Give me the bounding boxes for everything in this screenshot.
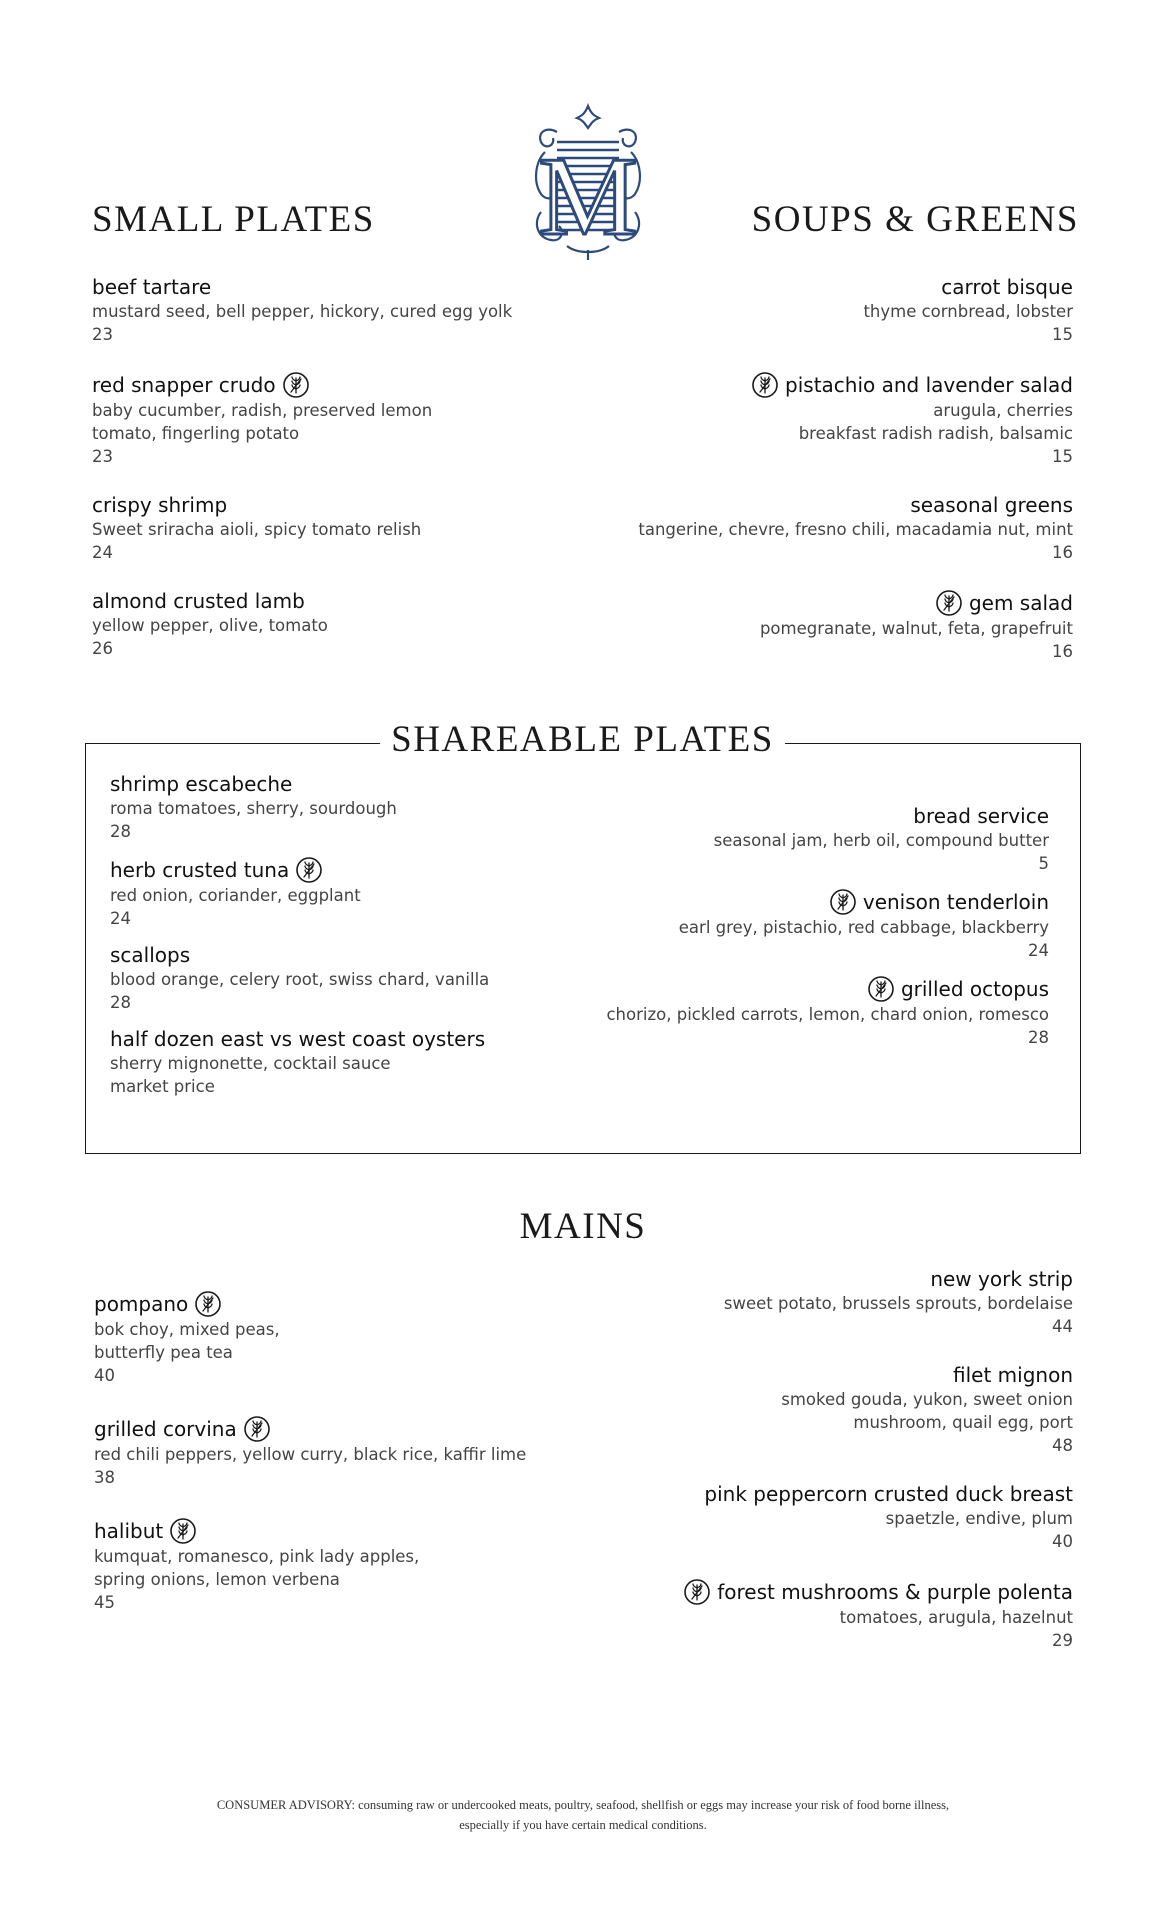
menu-item-name-row <box>92 493 562 518</box>
menu-item-name-row <box>579 975 1049 1003</box>
menu-item-price: 44 <box>1052 1317 1073 1336</box>
menu-item-name: new york strip <box>930 1267 1073 1291</box>
menu-item-name: scallops <box>110 943 191 967</box>
small-plates-list <box>92 275 562 685</box>
menu-item-name-row <box>603 275 1073 300</box>
menu-item <box>92 371 562 468</box>
menu-item-name-row <box>110 1027 550 1052</box>
menu-item-description: baby cucumber, radish, preserved lemon <box>92 401 433 420</box>
menu-item-price: 40 <box>94 1366 115 1385</box>
menu-item-name-row <box>579 888 1049 916</box>
menu-item-name: beef tartare <box>92 275 212 299</box>
menu-item-name: red snapper crudo <box>92 372 276 397</box>
menu-item-price: 28 <box>1028 1028 1049 1047</box>
mains-title: MAINS <box>519 1206 647 1247</box>
menu-item-name-row <box>603 589 1073 617</box>
menu-item <box>603 1363 1073 1457</box>
menu-item <box>110 1027 550 1098</box>
gluten-free-wheat-icon <box>282 371 310 399</box>
menu-item-name-row <box>110 772 550 797</box>
menu-item-price: 48 <box>1052 1436 1073 1455</box>
menu-item-description: roma tomatoes, sherry, sourdough <box>110 799 397 818</box>
menu-item-price: 24 <box>92 543 113 562</box>
menu-item-name-row <box>603 1363 1073 1388</box>
menu-item-description: arugula, cherries <box>933 401 1073 420</box>
advisory-line-2: especially if you have certain medical conditions. <box>459 1818 707 1832</box>
menu-item <box>579 975 1049 1049</box>
menu-item-name-row <box>94 1415 564 1443</box>
menu-item-description: kumquat, romanesco, pink lady apples, <box>94 1547 420 1566</box>
menu-item-price: 15 <box>1052 325 1073 344</box>
menu-item <box>92 493 562 564</box>
menu-item-price: 26 <box>92 639 113 658</box>
menu-item-name-row <box>94 1290 564 1318</box>
small-plates-title: SMALL PLATES <box>92 199 375 240</box>
menu-item-description: bok choy, mixed peas, <box>94 1320 280 1339</box>
menu-item-name: almond crusted lamb <box>92 589 305 613</box>
menu-item-price: 28 <box>110 822 131 841</box>
menu-item-name-row <box>603 1482 1073 1507</box>
menu-item-price: 15 <box>1052 447 1073 466</box>
menu-item <box>110 943 550 1014</box>
menu-item-name: forest mushrooms & purple polenta <box>717 1579 1073 1604</box>
menu-item <box>94 1517 564 1614</box>
menu-item-price: 23 <box>92 325 113 344</box>
menu-item-description: tomato, fingerling potato <box>92 424 300 443</box>
menu-item-description: Sweet sriracha aioli, spicy tomato relish <box>92 520 422 539</box>
menu-item-name: seasonal greens <box>910 493 1073 517</box>
menu-item <box>94 1290 564 1387</box>
menu-item-description: mushroom, quail egg, port <box>853 1413 1073 1432</box>
gluten-free-wheat-icon <box>829 888 857 916</box>
menu-item-name-row <box>110 856 550 884</box>
menu-item <box>579 888 1049 962</box>
gluten-free-wheat-icon <box>751 371 779 399</box>
menu-item-description: thyme cornbread, lobster <box>863 302 1073 321</box>
menu-item-description: sherry mignonette, cocktail sauce <box>110 1054 391 1073</box>
menu-item-description: sweet potato, brussels sprouts, bordelaise <box>723 1294 1073 1313</box>
menu-item-name: venison tenderloin <box>862 889 1049 914</box>
menu-item-price: 28 <box>110 993 131 1012</box>
menu-item-name-row <box>603 371 1073 399</box>
menu-item-description: seasonal jam, herb oil, compound butter <box>713 831 1049 850</box>
menu-item-description: tomatoes, arugula, hazelnut <box>839 1608 1073 1627</box>
menu-item-description: yellow pepper, olive, tomato <box>92 616 328 635</box>
menu-item-description: tangerine, chevre, fresno chili, macadamia nut, mint <box>638 520 1073 539</box>
menu-item-description: red chili peppers, yellow curry, black rice, kaffir lime <box>94 1445 527 1464</box>
menu-item-description: pomegranate, walnut, feta, grapefruit <box>759 619 1073 638</box>
menu-item-price: 38 <box>94 1468 115 1487</box>
menu-item-name-row <box>603 1267 1073 1292</box>
menu-item-description: mustard seed, bell pepper, hickory, cured egg yolk <box>92 302 513 321</box>
menu-item-name: bread service <box>913 804 1049 828</box>
menu-item <box>603 1267 1073 1338</box>
menu-item-name: crispy shrimp <box>92 493 228 517</box>
gluten-free-wheat-icon <box>867 975 895 1003</box>
menu-item-price: 24 <box>110 909 131 928</box>
menu-item-description: butterfly pea tea <box>94 1343 233 1362</box>
gluten-free-wheat-icon <box>683 1578 711 1606</box>
menu-item <box>603 371 1073 468</box>
menu-item-name-row <box>603 1578 1073 1606</box>
menu-item <box>92 275 562 346</box>
menu-item-name: filet mignon <box>953 1363 1073 1387</box>
menu-item-name-row <box>92 589 562 614</box>
menu-item <box>603 589 1073 663</box>
soups-greens-list <box>603 275 1073 688</box>
menu-item <box>110 856 550 930</box>
menu-item <box>94 1415 564 1489</box>
gluten-free-wheat-icon <box>935 589 963 617</box>
menu-item-name: carrot bisque <box>941 275 1073 299</box>
advisory-line-1: CONSUMER ADVISORY: consuming raw or undercooked meats, poultry, seafood, shellfish or eggs may increase your risk of food borne illness, <box>216 1798 950 1812</box>
menu-item-name: pompano <box>94 1291 189 1316</box>
gluten-free-wheat-icon <box>243 1415 271 1443</box>
menu-item-name-row <box>579 804 1049 829</box>
menu-item <box>110 772 550 843</box>
menu-item-name: gem salad <box>968 590 1073 615</box>
menu-item <box>579 804 1049 875</box>
menu-item-name: grilled octopus <box>900 976 1049 1001</box>
menu-item-name: pink peppercorn crusted duck breast <box>704 1482 1073 1506</box>
menu-item-description: spaetzle, endive, plum <box>885 1509 1073 1528</box>
menu-item-price: 40 <box>1052 1532 1073 1551</box>
menu-item-description: spring onions, lemon verbena <box>94 1570 340 1589</box>
menu-item-name-row <box>603 493 1073 518</box>
menu-item <box>603 1578 1073 1652</box>
soups-greens-title: SOUPS & GREENS <box>751 199 1079 240</box>
menu-item-description: red onion, coriander, eggplant <box>110 886 361 905</box>
menu-item-price: market price <box>110 1077 215 1096</box>
menu-item-description: blood orange, celery root, swiss chard, vanilla <box>110 970 490 989</box>
menu-item-name: pistachio and lavender salad <box>785 372 1073 397</box>
menu-item-name-row <box>92 371 562 399</box>
menu-item-description: earl grey, pistachio, red cabbage, blackberry <box>678 918 1049 937</box>
menu-item-price: 45 <box>94 1593 115 1612</box>
menu-item-name: halibut <box>94 1518 164 1543</box>
menu-item-description: breakfast radish radish, balsamic <box>798 424 1073 443</box>
shareable-left-list <box>110 772 550 1111</box>
gluten-free-wheat-icon <box>295 856 323 884</box>
menu-item-price: 16 <box>1052 543 1073 562</box>
shareable-right-list <box>579 804 1049 1062</box>
mains-right-list <box>603 1267 1073 1677</box>
menu-item-name: half dozen east vs west coast oysters <box>110 1027 486 1051</box>
menu-item <box>603 275 1073 346</box>
menu-item-price: 29 <box>1052 1631 1073 1650</box>
menu-item-description: smoked gouda, yukon, sweet onion <box>781 1390 1073 1409</box>
menu-item-name-row <box>92 275 562 300</box>
menu-item <box>92 589 562 660</box>
menu-item-description: chorizo, pickled carrots, lemon, chard onion, romesco <box>606 1005 1049 1024</box>
menu-item <box>603 493 1073 564</box>
crest-logo <box>527 102 649 262</box>
gluten-free-wheat-icon <box>169 1517 197 1545</box>
svg-text:M: M <box>538 135 638 259</box>
menu-item-price: 16 <box>1052 642 1073 661</box>
menu-item-name: shrimp escabeche <box>110 772 293 796</box>
menu-item-price: 5 <box>1038 854 1049 873</box>
menu-item-name: grilled corvina <box>94 1416 237 1441</box>
menu-item-price: 23 <box>92 447 113 466</box>
shareable-plates-title: SHAREABLE PLATES <box>391 719 774 760</box>
menu-item <box>603 1482 1073 1553</box>
menu-item-name: herb crusted tuna <box>110 857 290 882</box>
menu-item-name-row <box>110 943 550 968</box>
consumer-advisory <box>120 1795 1046 1835</box>
gluten-free-wheat-icon <box>194 1290 222 1318</box>
mains-left-list <box>94 1290 564 1642</box>
menu-item-name-row <box>94 1517 564 1545</box>
menu-item-price: 24 <box>1028 941 1049 960</box>
